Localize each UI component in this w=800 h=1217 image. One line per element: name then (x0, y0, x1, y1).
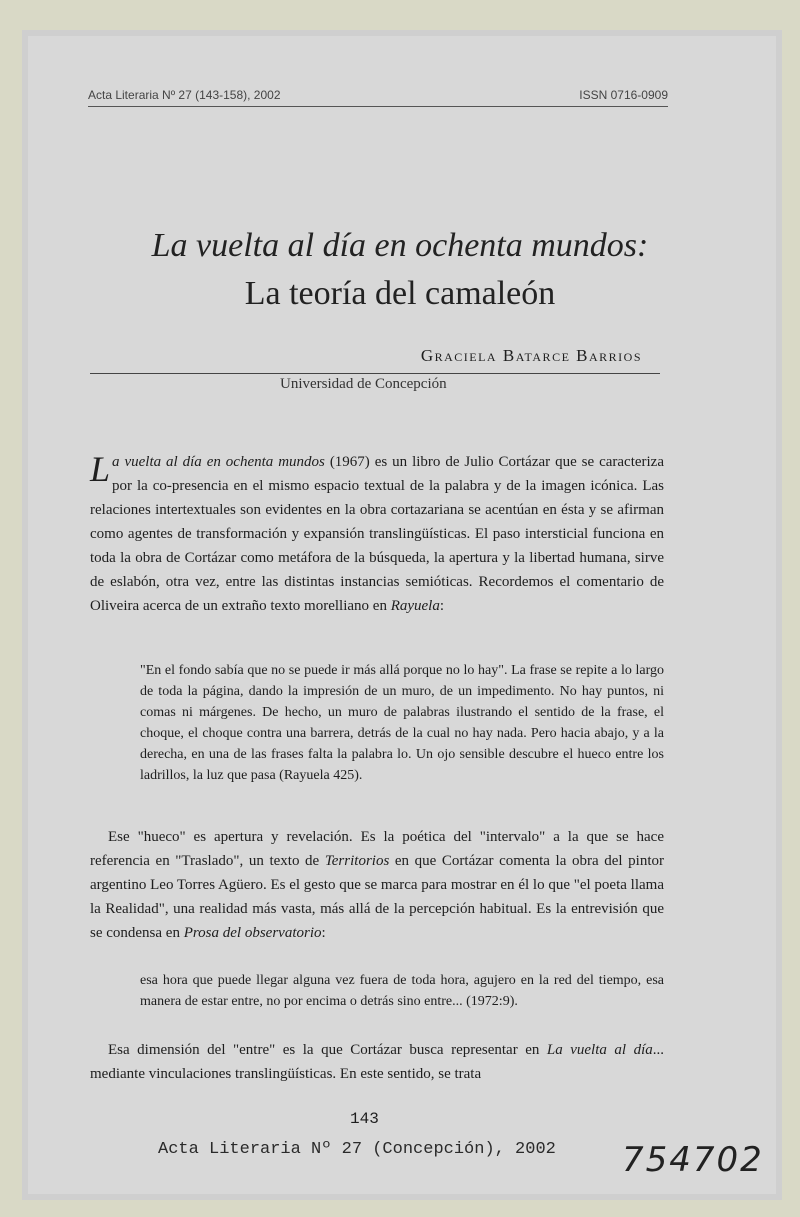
paragraph-1-end: : (439, 598, 445, 614)
book-title-italic: a vuelta al día en ochenta mundos (112, 454, 325, 470)
paragraph-3-text-a: Esa dimensión del "entre" es la que Cortázar busca representar en (108, 1042, 547, 1058)
paragraph-2-end: : (321, 925, 326, 941)
affiliation: Universidad de Concepción (280, 376, 447, 392)
journal-citation: Acta Literaria Nº 27 (143-158), 2002 (88, 88, 281, 102)
running-header (88, 88, 668, 107)
paragraph-3 (90, 1038, 664, 1086)
paragraph-1-text: (1967) es un libro de Julio Cortázar que se caracteriza por la co-presencia en el mismo espacio textual de la palabra y de la imagen icónica. Las relaciones intertextuales son evidentes en la obra cortazariana se acentúan en ésta y se afirman como agentes de transformación y expansión translingüísticas. El paso intersticial funciona en toda la obra de Cortázar como metáfora de la búsqueda, la apertura y la libertad humana, sirve de eslabón, otra vez, entre las distintas instancias semióticas. Recordemos el comentario de Oliveira acerca de un extraño texto morelliano en (90, 454, 665, 614)
rayuela-italic: Rayuela (390, 598, 440, 614)
library-stamp: Acta Literaria Nº 27 (Concepción), 2002 (158, 1140, 556, 1159)
block-quote-2: esa hora que puede llegar alguna vez fuera de toda hora, agujero en la red del tiempo, esa manera de estar entre, no por encima o detrás sino entre... (1972:9). (140, 973, 664, 1009)
author-rule (90, 373, 660, 374)
territorios-italic: Territorios (324, 853, 390, 869)
issn: ISSN 0716-0909 (579, 88, 668, 102)
paragraph-2 (90, 825, 664, 945)
handwritten-accession-number: 754702 (622, 1140, 764, 1180)
author-name: Graciela Batarce Barrios (420, 346, 642, 365)
prosa-italic: Prosa del observatorio (183, 925, 322, 941)
title-line-2: La teoría del camaleón (244, 275, 556, 312)
paragraph-3-text-b: ... mediante vinculaciones translingüísticas. En este sentido, se trata (90, 1042, 665, 1082)
title-line-1: La vuelta al día en ochenta mundos: (151, 227, 649, 264)
article-title (80, 222, 720, 318)
block-quote-1: "En el fondo sabía que no se puede ir más allá porque no lo hay". La frase se repite a lo largo de toda la página, dando la impresión de un muro, de un impedimento. No hay puntos, ni comas ni márgenes. De hecho, un muro de palabras ilustrando el sentido de la frase, el choque, el choque contra una barrera, detrás de la cual no hay nada. Pero hacia abajo, y a la derecha, en una de las frases falta la palabra lo. Un ojo sensible descubre el hueco entre los ladrillos, la luz que pasa (Rayuela 425). (140, 663, 664, 783)
vuelta-italic: La vuelta al día (546, 1042, 653, 1058)
page-number: 143 (350, 1110, 379, 1128)
paragraph-2-text-b: en que Cortázar comenta la obra del pintor argentino Leo Torres Agüero. Es el gesto que se marca para mostrar en él lo que "el poeta llama la Realidad", una realidad más vasta, más allá de la percepción habitual. Es la entrevisión que se condensa en (90, 853, 664, 941)
paragraph-2-text-a: Ese "hueco" es apertura y revelación. Es la poética del "intervalo" a la que se hace referencia en "Traslado", un texto de (90, 829, 664, 869)
paragraph-1 (90, 450, 664, 618)
drop-cap: L (90, 449, 111, 489)
